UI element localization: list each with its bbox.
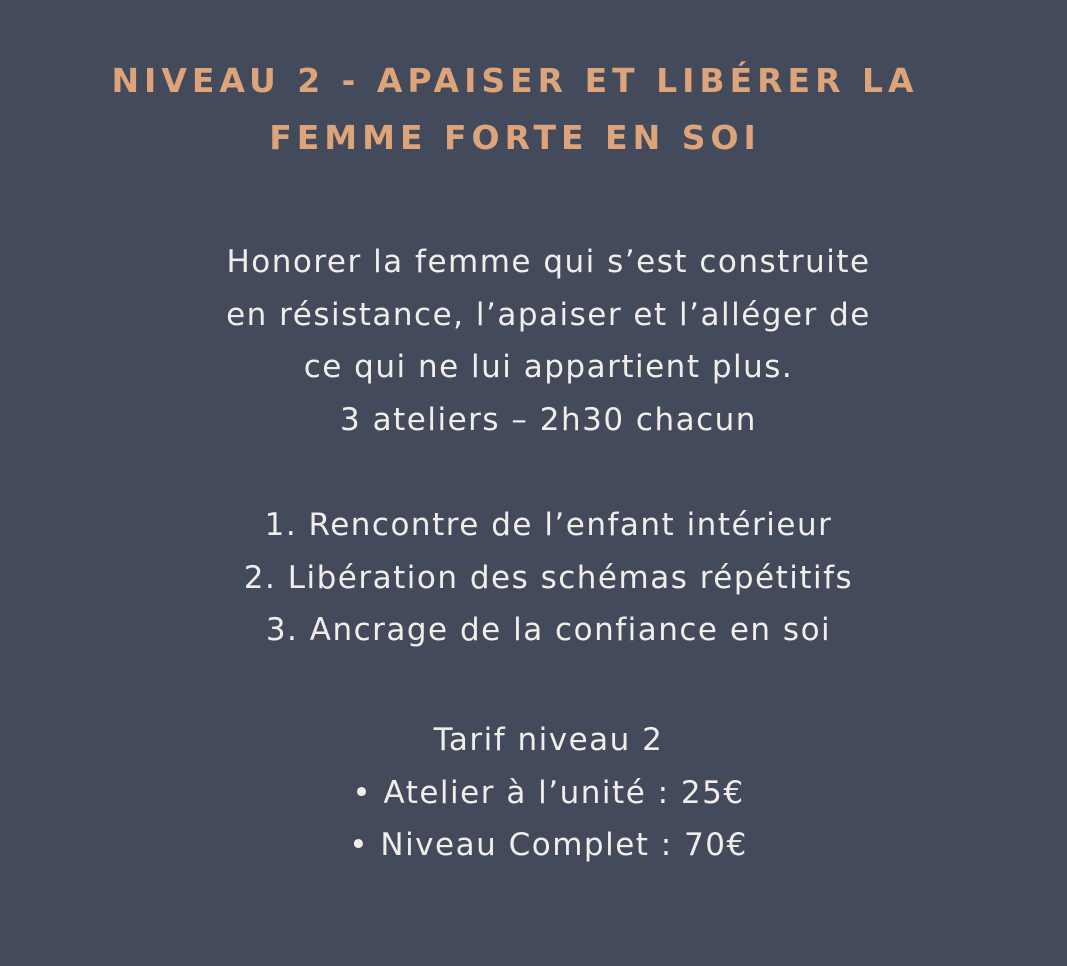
list-item: 2. Libération des schémas répétitifs (243, 559, 854, 596)
title-line-1: NIVEAU 2 - APAISER ET LIBÉRER LA (111, 61, 919, 100)
description-line-2: en résistance, l’apaiser et l’alléger de (226, 296, 871, 333)
description (0, 236, 1067, 446)
description-line-3: ce qui ne lui appartient plus. (303, 349, 794, 385)
pricing-heading: Tarif niveau 2 (433, 722, 664, 758)
workshop-steps-list (0, 499, 1067, 657)
page-title (0, 52, 1030, 166)
title-line-2: FEMME FORTE EN SOI (269, 118, 761, 157)
price-item: • Atelier à l’unité : 25€ (352, 774, 745, 811)
list-item: 1. Rencontre de l’enfant intérieur (264, 507, 833, 543)
description-line-1: Honorer la femme qui s’est construite (226, 244, 871, 280)
price-item: • Niveau Complet : 70€ (349, 827, 748, 863)
pricing (0, 714, 1067, 872)
workshop-format: 3 ateliers – 2h30 chacun (340, 401, 757, 438)
list-item: 3. Ancrage de la confiance en soi (265, 612, 832, 648)
